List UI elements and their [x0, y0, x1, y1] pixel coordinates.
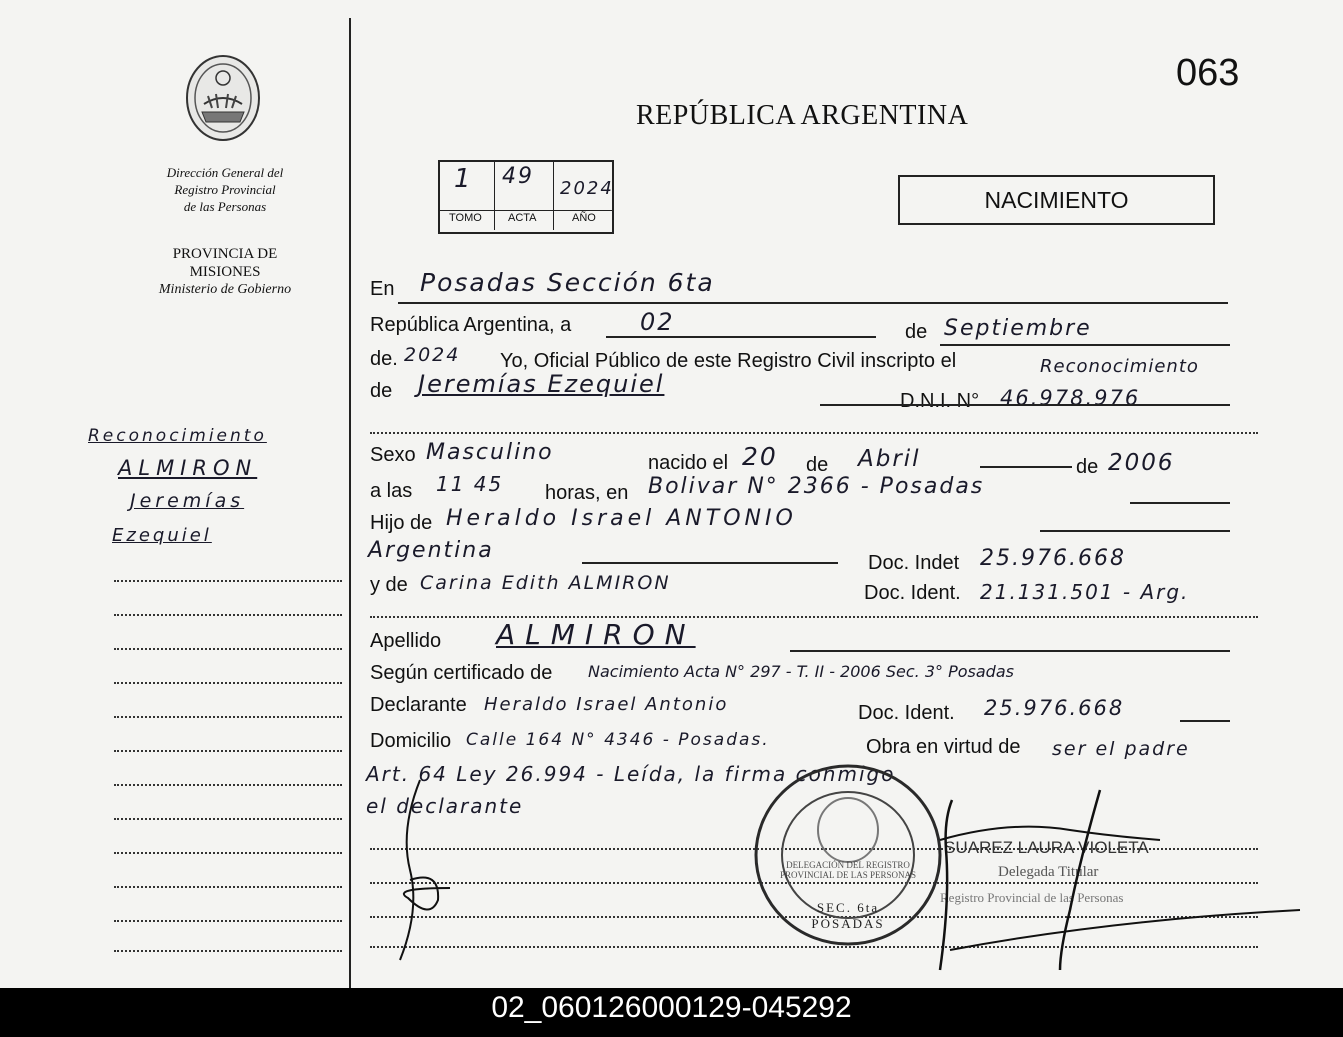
- doc-indet-label: Doc. Indet: [868, 552, 960, 574]
- margin-dotted-line: [114, 852, 342, 854]
- column-divider: [349, 18, 351, 988]
- padre-value: Heraldo Israel ANTONIO: [446, 506, 797, 531]
- obra-label: Obra en virtud de: [866, 736, 1021, 758]
- nac-dia-value: 20: [742, 442, 778, 471]
- hijo-label: Hijo de: [370, 512, 433, 534]
- padre-nacionalidad-value: Argentina: [368, 538, 494, 563]
- doc-ident-label: Doc. Ident.: [864, 582, 961, 604]
- province-line-2: MISIONES: [189, 264, 261, 280]
- acta-value: 49: [502, 164, 534, 189]
- margin-dotted-line: [114, 784, 342, 786]
- document-number: 063: [1176, 52, 1240, 94]
- org-line-2: Registro Provincial: [174, 182, 276, 197]
- hora-value: 11 45: [436, 472, 504, 496]
- acta-label: ACTA: [508, 212, 537, 224]
- nac-mes-underline: [980, 466, 1072, 468]
- nac-de2-label: de: [1076, 456, 1099, 478]
- dia-value: 02: [640, 308, 675, 336]
- org-line-3: de las Personas: [183, 199, 267, 214]
- official-signature: [910, 780, 1340, 980]
- margin-note-line-1: Reconocimiento: [88, 426, 267, 446]
- margin-dotted-line: [114, 818, 342, 820]
- year-value: 2024: [404, 344, 461, 366]
- misiones-emblem: [182, 52, 264, 144]
- margin-note-line-3: Jeremías: [130, 490, 245, 512]
- nac-de-label: de: [806, 454, 829, 476]
- republica-label: República Argentina, a: [370, 314, 572, 336]
- margin-dotted-line: [114, 682, 342, 684]
- footer-id: 02_060126000129-045292: [0, 988, 1343, 1037]
- madre-doc-value: 21.131.501 - Arg.: [980, 580, 1190, 604]
- dia-underline: [606, 336, 876, 338]
- de-label: de: [905, 321, 928, 343]
- mes-value: Septiembre: [944, 316, 1092, 341]
- alas-label: a las: [370, 480, 413, 502]
- decl-doc-label: Doc. Ident.: [858, 702, 955, 724]
- margin-dotted-line: [114, 648, 342, 650]
- tomo-value: 1: [454, 164, 473, 194]
- apellido-label: Apellido: [370, 630, 442, 652]
- margin-dotted-line: [114, 886, 342, 888]
- domicilio-label: Domicilio: [370, 730, 452, 752]
- nacido-label: nacido el: [648, 452, 729, 474]
- lugar-underline: [1130, 502, 1230, 504]
- nombre-value: Jeremías Ezequiel: [418, 370, 665, 398]
- stamp-name: SUAREZ LAURA VIOLETA: [944, 838, 1149, 857]
- continuation-line-1: Art. 64 Ley 26.994 - Leída, la firma conmigo: [366, 762, 896, 786]
- padre-nac-underline: [582, 562, 838, 564]
- en-value: Posadas Sección 6ta: [420, 268, 715, 297]
- margin-note-line-4: Ezequiel: [112, 525, 212, 546]
- inscripto-value: Reconocimiento: [1040, 356, 1199, 377]
- nac-mes-value: Abril: [858, 446, 921, 472]
- margin-dotted-line: [114, 614, 342, 616]
- certificado-value: Nacimiento Acta N° 297 - T. II - 2006 Sec. 3° Posadas: [588, 662, 1014, 681]
- org-line-1: Dirección General del: [166, 165, 284, 180]
- margin-dotted-line: [114, 716, 342, 718]
- apellido-underline: [790, 650, 1230, 652]
- margin-note-line-2: ALMIRON: [118, 456, 258, 480]
- de2-label: de: [370, 380, 393, 402]
- declarante-label: Declarante: [370, 694, 467, 716]
- decl-doc-value: 25.976.668: [984, 696, 1125, 720]
- continuation-line-2: el declarante: [366, 794, 524, 818]
- yo-label: Yo, Oficial Público de este Registro Civil inscripto el: [500, 350, 957, 372]
- row-dotted-line: [370, 432, 1258, 434]
- decl-underline: [1180, 720, 1230, 722]
- en-label: En: [370, 278, 395, 300]
- sexo-label: Sexo: [370, 444, 416, 466]
- ano-value: 2024: [560, 178, 614, 199]
- seal-ring-text: DELEGACIÓN DEL REGISTRO PROVINCIAL DE LAS PERSONAS: [780, 860, 916, 880]
- yde-label: y de: [370, 574, 408, 596]
- seal-sec-text: SEC. 6ta POSADAS: [811, 900, 885, 931]
- country-title: REPÚBLICA ARGENTINA: [636, 100, 969, 131]
- madre-value: Carina Edith ALMIRON: [420, 572, 671, 594]
- padre-doc-value: 25.976.668: [980, 546, 1126, 571]
- province-line-1: PROVINCIA DE: [172, 246, 278, 262]
- lugar-value: Bolivar N° 2366 - Posadas: [648, 474, 985, 499]
- declarant-signature: [380, 770, 470, 970]
- margin-dotted-line: [114, 750, 342, 752]
- domicilio-value: Calle 164 N° 4346 - Posadas.: [466, 730, 770, 750]
- stamp-role: Delegada Titular: [998, 864, 1099, 880]
- apellido-value: ALMIRON: [496, 618, 696, 651]
- mes-underline: [940, 344, 1230, 346]
- margin-dotted-line: [114, 950, 342, 952]
- sexo-value: Masculino: [426, 440, 554, 465]
- dni-label: D.N.I. N°: [900, 390, 980, 412]
- declarante-value: Heraldo Israel Antonio: [484, 694, 729, 715]
- horas-en-label: horas, en: [545, 482, 629, 504]
- dni-value: 46.978.976: [1000, 386, 1141, 410]
- province-block: [140, 245, 310, 299]
- stamp-org: Registro Provincial de las Personas: [940, 890, 1124, 905]
- doc-type-box: NACIMIENTO: [898, 175, 1215, 225]
- nombre-underline: [820, 404, 1230, 406]
- reference-box: [438, 160, 614, 234]
- org-name: [140, 164, 310, 215]
- segun-label: Según certificado de: [370, 662, 553, 684]
- padre-underline: [1040, 530, 1230, 532]
- margin-dotted-line: [114, 580, 342, 582]
- margin-dotted-line: [114, 920, 342, 922]
- ano-label: AÑO: [572, 212, 596, 224]
- obra-value: ser el padre: [1052, 738, 1190, 760]
- tomo-label: TOMO: [449, 212, 482, 224]
- ministry-line: Ministerio de Gobierno: [158, 282, 292, 297]
- en-underline: [398, 302, 1228, 304]
- year-label: de.: [370, 348, 398, 370]
- nac-year-value: 2006: [1108, 450, 1175, 476]
